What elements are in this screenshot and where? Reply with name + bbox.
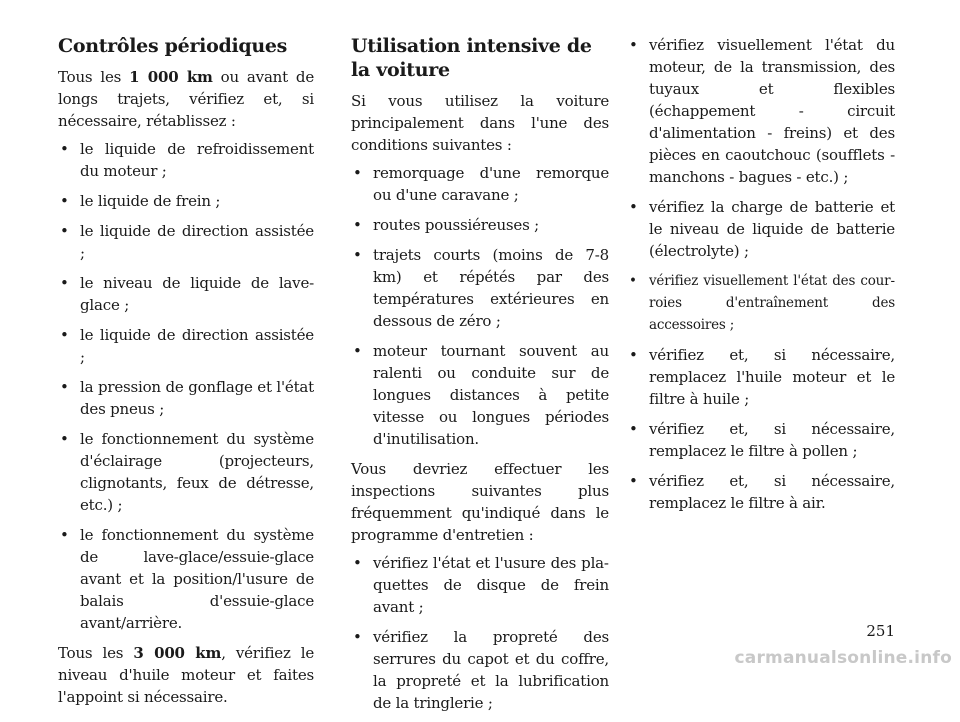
bullet-icon: • [60,326,69,344]
list-item: • routes poussiéreuses ; [353,216,539,234]
bullet-icon: • [353,216,362,234]
outro-paragraph: Tous les 3 000 km, vérifiez le niveau d'huile moteur et faites l'appoint si nécessaire. [58,644,315,706]
bullet-icon: • [60,140,69,158]
bullet-icon: • [60,430,69,448]
bullet-icon: • [629,346,638,364]
intro-paragraph: Si vous utilisez la voiture principalement dans l'une des conditions suivantes : [351,92,609,154]
list-item: • vérifiez et, si nécessaire, remplacez l'huile moteur et le filtre à huile ; [629,346,895,408]
list-item: • vérifiez visuellement l'état du moteur, de la transmission, des tuyaux et flexibles (échappement - circuit d'alimentation - freins) et des pièces en caoutchouc (soufflets - manchons - bagues - etc.) ; [629,36,895,186]
column-periodic-checks [58,34,314,714]
bullet-icon: • [629,273,637,289]
bullet-icon: • [60,192,69,210]
list-item: • remorquage d'une remorque ou d'une caravane ; [353,164,609,204]
heading-intensive-use: Utilisation intensive de la voiture [351,35,592,81]
list-item: • le liquide de frein ; [60,192,221,210]
bullet-icon: • [353,342,362,360]
column-inspections-continued [627,34,895,522]
middle-paragraph: Vous devriez effectuer les inspections suivantes plus fréquemment qu'indiqué dans le programme d'entretien : [351,460,609,544]
list-item: • vérifiez et, si nécessaire, remplacez le filtre à pollen ; [629,420,895,460]
bullet-icon: • [629,36,638,54]
inspections-list-continued [627,34,895,514]
bullet-icon: • [60,222,69,240]
intro-paragraph: Tous les 1 000 km ou avant de longs trajets, vérifiez et, si nécessaire, rétablissez : [58,68,315,130]
column-intensive-use [351,34,609,722]
bullet-icon: • [629,420,638,438]
bullet-icon: • [353,628,362,646]
list-item: • vérifiez et, si nécessaire, remplacez le filtre à air. [629,472,895,512]
bullet-icon: • [629,198,638,216]
bullet-icon: • [629,472,638,490]
list-item: • le liquide de direction assistée ; [60,222,314,262]
bullet-icon: • [353,246,362,264]
bullet-icon: • [353,554,362,572]
list-item: • la pression de gonflage et l'état des pneus ; [60,378,314,418]
list-item: • le fonctionnement du système d'éclairage (projecteurs, clignotants, feux de détresse, etc.) ; [60,430,314,514]
distance-3000km: 3 000 km [133,644,222,662]
bullet-icon: • [60,274,69,292]
list-item: • vérifiez la propreté des serrures du capot et du coffre, la propreté et la lubrification de la tringlerie ; [353,628,609,712]
bullet-icon: • [60,378,69,396]
conditions-list [351,162,609,450]
periodic-checks-list [58,138,314,634]
list-item: • le fonctionnement du système de lave-glace/essuie-glace avant et la position/l'usure de balais d'essuie-glace avant/arrière. [60,526,314,632]
heading-periodic-checks: Contrôles périodiques [58,35,288,57]
list-item: • vérifiez la charge de batterie et le niveau de liquide de batterie (électrolyte) ; [629,198,895,260]
list-item: • vérifiez visuellement l'état des courroies d'entraînement des accessoires ; [627,270,895,336]
list-item: • le niveau de liquide de lave-glace ; [60,274,314,314]
list-item: • vérifiez l'état et l'usure des plaquettes de disque de frein avant ; [353,554,609,616]
distance-1000km: 1 000 km [129,68,213,86]
inspections-list [351,552,609,714]
list-item: • le liquide de direction assistée ; [60,326,314,366]
page-number: 251 [866,622,895,640]
list-item: • moteur tournant souvent au ralenti ou conduite sur de longues distances à petite vitesse ou longues périodes d'inutilisation. [353,342,609,448]
watermark: carmanualsonline.info [734,648,952,668]
bullet-icon: • [60,526,69,544]
bullet-icon: • [353,164,362,182]
list-item: • le liquide de refroidissement du moteur ; [60,140,314,180]
list-item: • trajets courts (moins de 7-8 km) et répétés par des températures extérieures en dessous de zéro ; [353,246,609,330]
